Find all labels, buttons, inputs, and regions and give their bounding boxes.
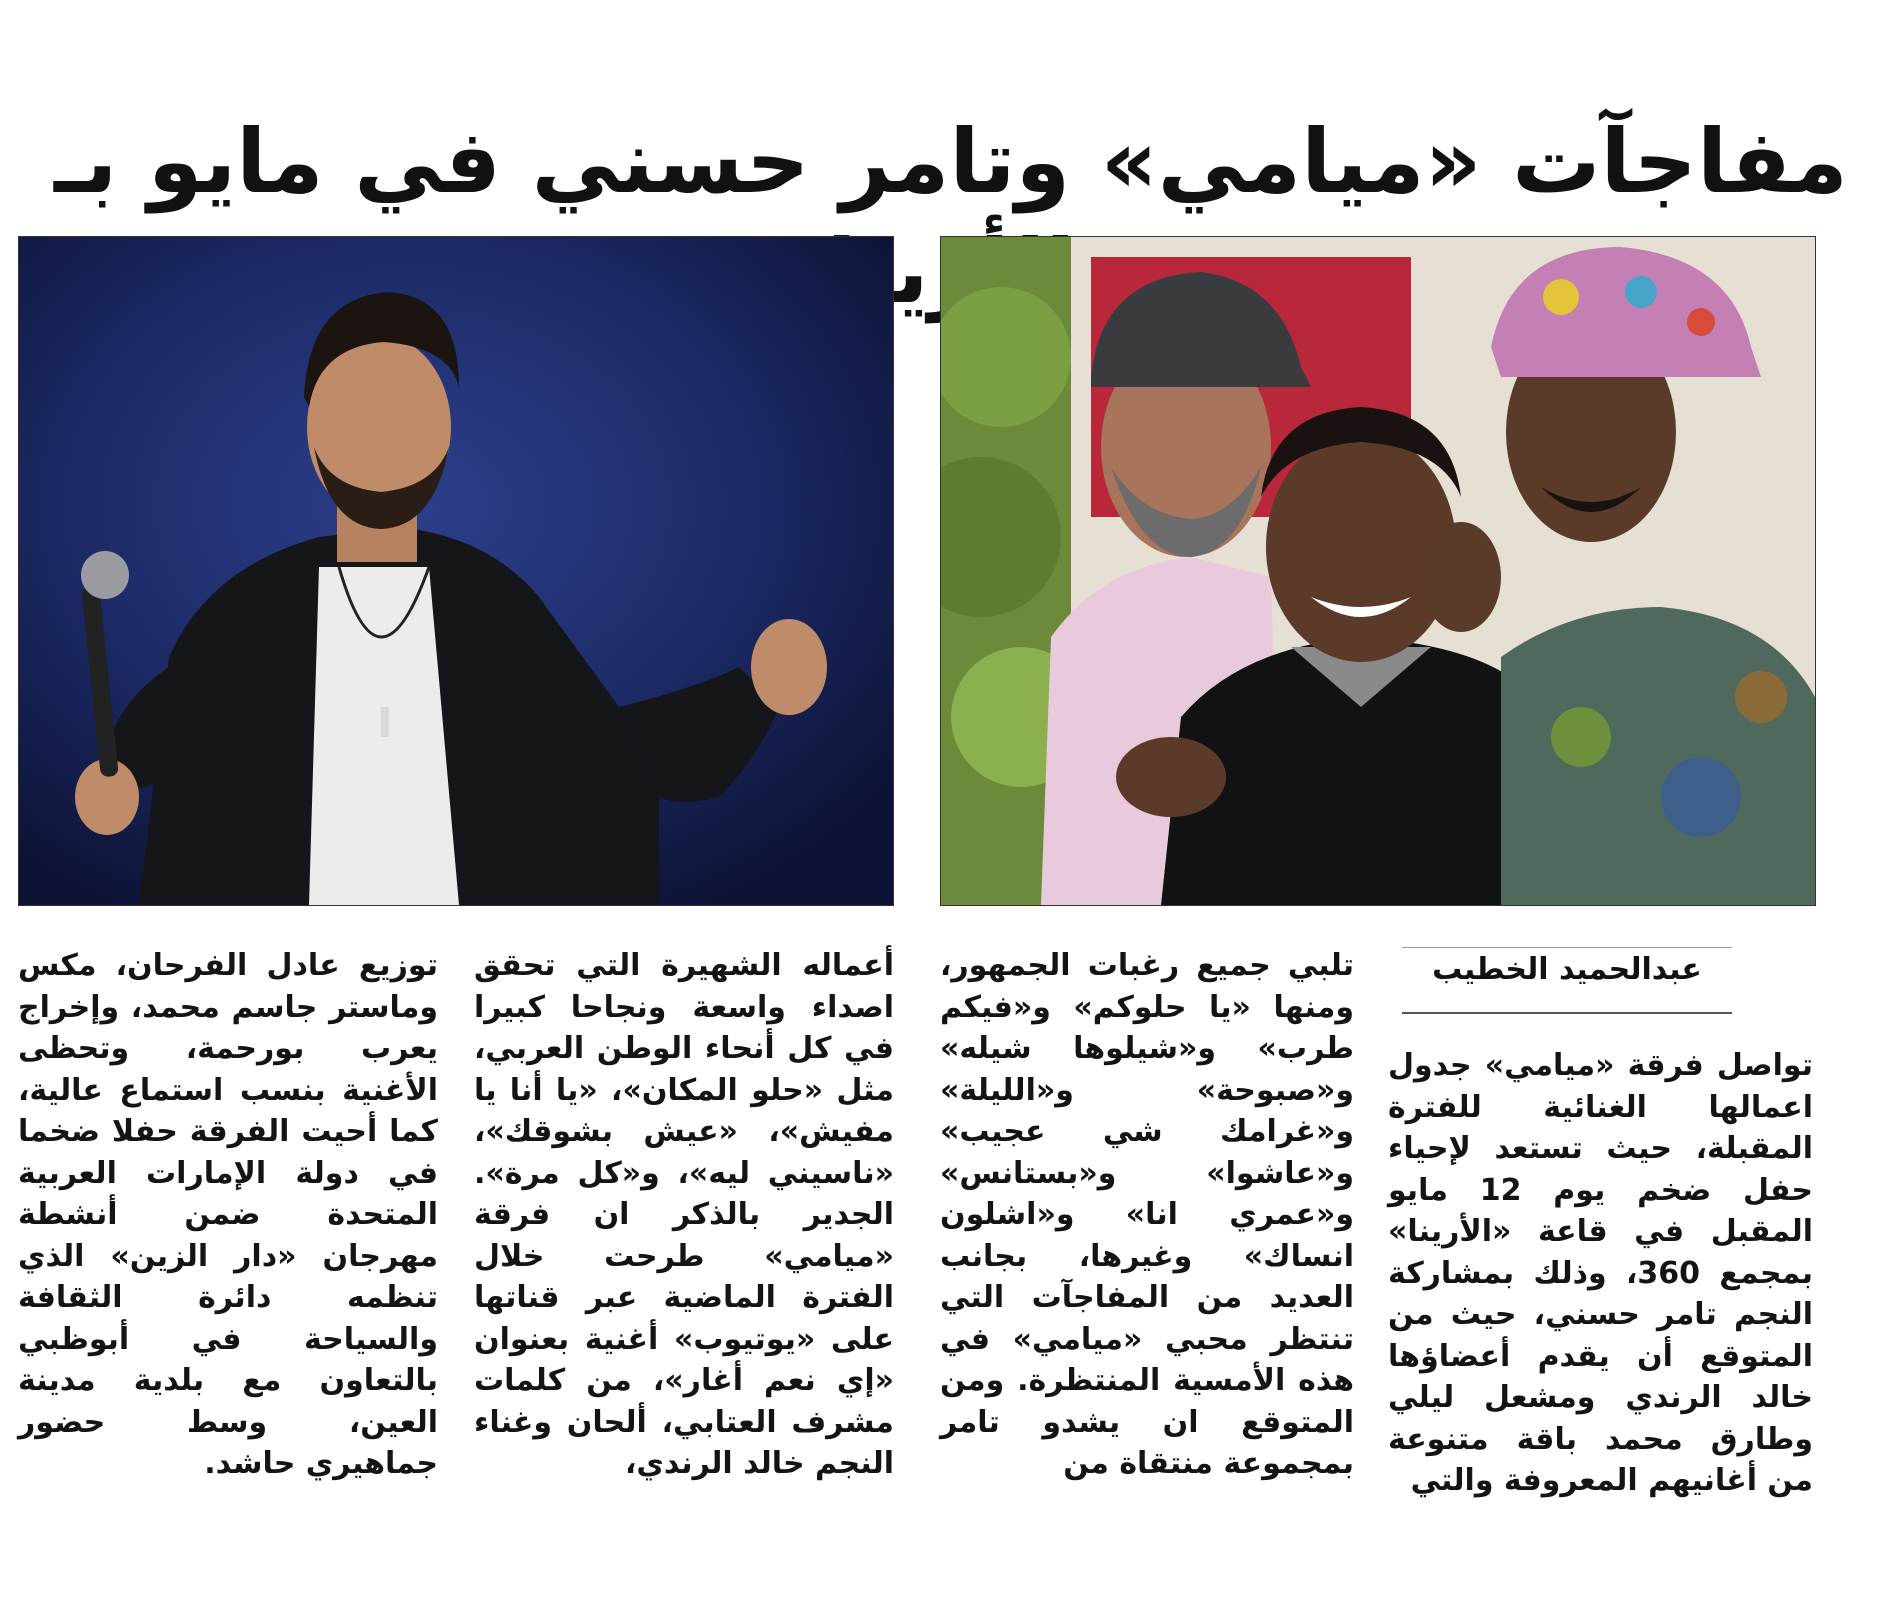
byline-top-rule: [1402, 947, 1732, 948]
article-column-1: [1388, 1045, 1813, 1502]
byline-bottom-rule: [1402, 1012, 1732, 1014]
article-column-4: [18, 945, 438, 1485]
article-paragraph: أعماله الشهيرة التي تحقق اصداء واسعة ونجاحا كبيرا في كل أنحاء الوطن العربي، مثل «حلو المكان»، «يا أنا يا مفيش»، «عيش بشوقك»، «ناسيني ليه»، و«كل مرة». الجدير بالذكر ان فرقة «ميامي» طرحت خلال الفترة الماضية عبر قناتها على «يوتيوب» أغنية بعنوان «إي نعم أغار»، من كلمات مشرف العتابي، ألحان وغناء النجم خالد الرندي،: [474, 948, 894, 1481]
group-photo-illustration: [941, 237, 1815, 905]
stage-photo-illustration: [19, 237, 893, 905]
article-byline: عبدالحميد الخطيب: [1432, 952, 1702, 987]
photo-three-men-posing: [940, 236, 1816, 906]
photo-singer-on-stage: [18, 236, 894, 906]
article-column-2: [940, 945, 1354, 1485]
article-paragraph: تواصل فرقة «ميامي» جدول اعمالها الغنائية للفترة المقبلة، حيث تستعد لإحياء حفل ضخم يوم 12 مايو المقبل في قاعة «الأرينا» بمجمع 360، وذلك بمشاركة النجم تامر حسني، حيث من المتوقع أن يقدم أعضاؤها خالد الرندي ومشعل ليلي وطارق محمد باقة متنوعة من أغانيهم المعروفة والتي: [1388, 1048, 1813, 1498]
article-paragraph: توزيع عادل الفرحان، مكس وماستر جاسم محمد، وإخراج يعرب بورحمة، وتحظى الأغنية بنسب استماع عالية، كما أحيت الفرقة حفلا ضخما في دولة الإمارات العربية المتحدة ضمن أنشطة مهرجان «دار الزين» الذي تنظمه دائرة الثقافة والسياحة في أبوظبي بالتعاون مع بلدية مدينة العين، وسط حضور جماهيري حاشد.: [18, 948, 438, 1481]
article-paragraph: تلبي جميع رغبات الجمهور، ومنها «يا حلوكم» و«فيكم طرب» و«شيلوها شيله» و«صبوحة» و«الليلة» و«غرامك شي عجيب» و«عاشوا» و«بستانس» و«عمري انا» و«اشلون انساك» وغيرها، بجانب العديد من المفاجآت التي تنتظر محبي «ميامي» في هذه الأمسية المنتظرة. ومن المتوقع ان يشدو تامر بمجموعة منتقاة من: [940, 948, 1354, 1481]
article-headline: مفاجآت «ميامي» وتامر حسني في مايو بـ: [54, 109, 1848, 213]
article-column-3: [474, 945, 894, 1485]
